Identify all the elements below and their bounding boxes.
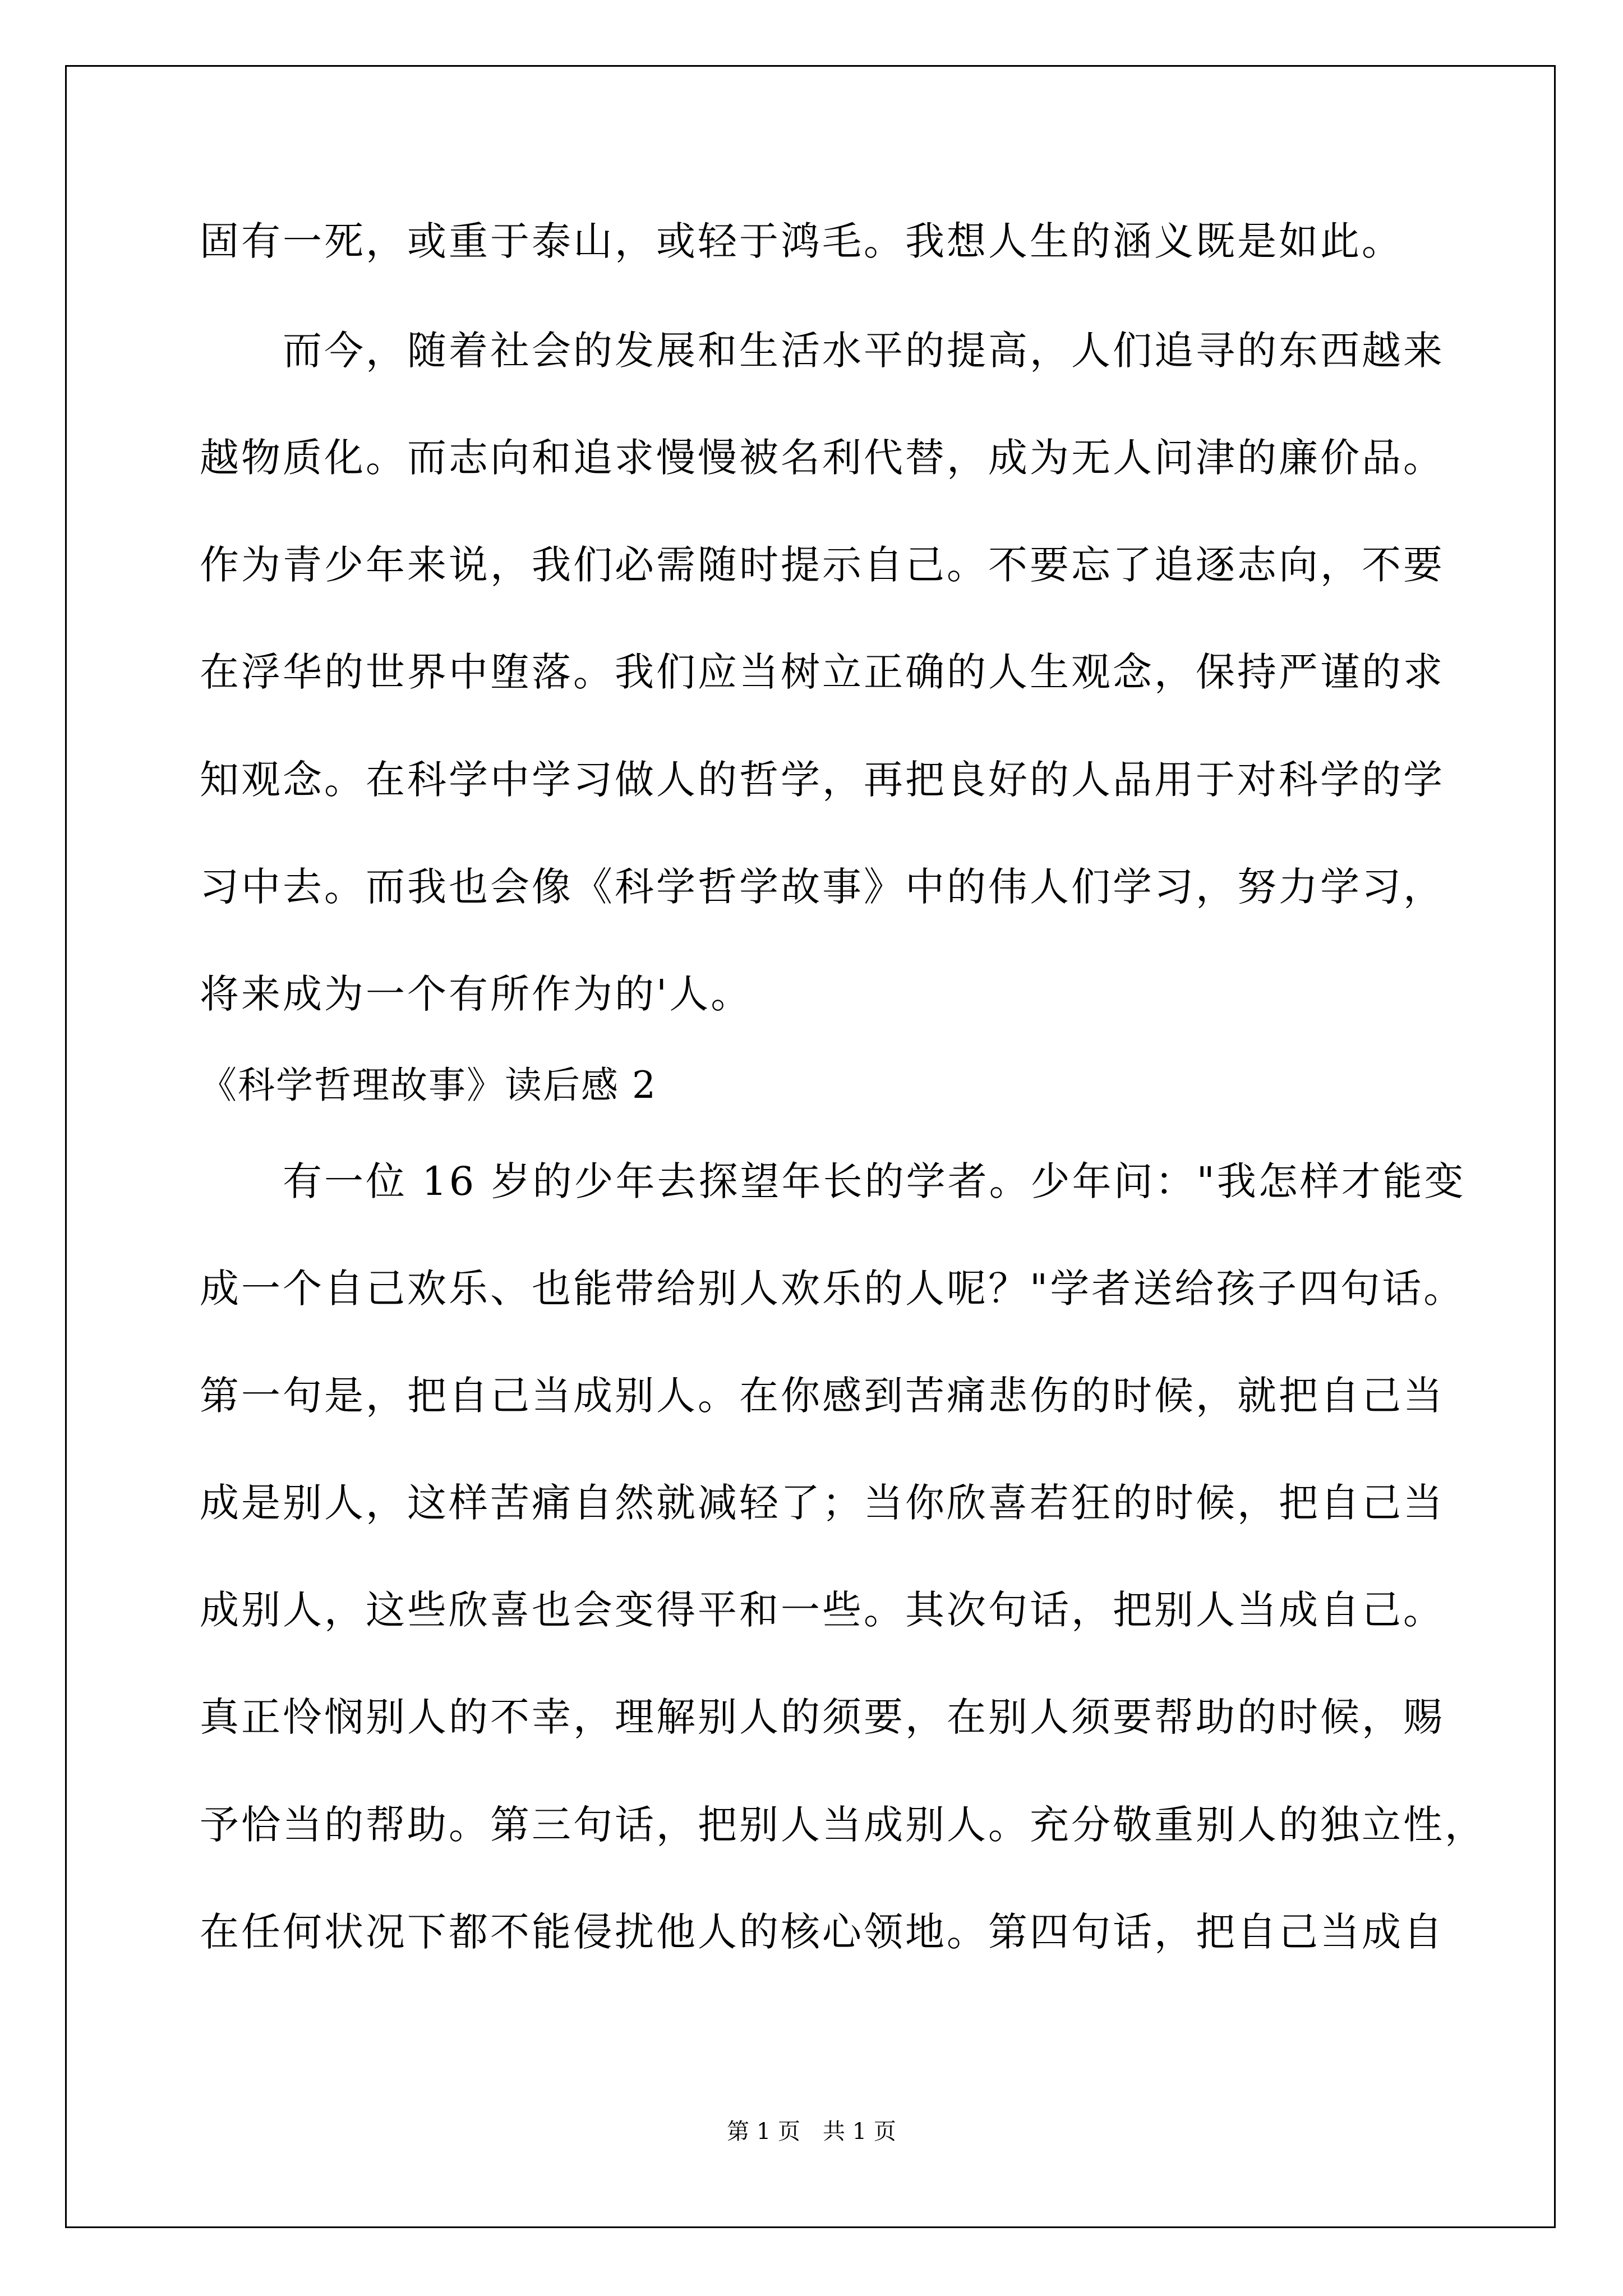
- text-line: 在浮华的世界中堕落。我们应当树立正确的人生观念，保持严谨的求: [200, 649, 1445, 695]
- text-line: 越物质化。而志向和追求慢慢被名利代替，成为无人问津的廉价品。: [200, 435, 1445, 481]
- page-number: 第 1 页: [727, 2119, 800, 2145]
- text-line: 固有一死，或重于泰山，或轻于鸿毛。我想人生的涵义既是如此。: [200, 218, 1403, 264]
- text-line: 知观念。在科学中学习做人的哲学，再把良好的人品用于对科学的学: [200, 757, 1445, 803]
- text-line: 将来成为一个有所作为的'人。: [200, 971, 753, 1017]
- text-line: 成一个自己欢乐、也能带给别人欢乐的人呢？"学者送给孩子四句话。: [200, 1266, 1465, 1312]
- text-line: 作为青少年来说，我们必需随时提示自己。不要忘了追逐志向，不要: [200, 542, 1445, 588]
- text-line: 而今，随着社会的发展和生活水平的提高，人们追寻的东西越来: [200, 328, 1445, 374]
- text-line: 在任何状况下都不能侵扰他人的核心领地。第四句话，把自己当成自: [200, 1909, 1445, 1955]
- text-line: 予恰当的帮助。第三句话，把别人当成别人。充分敬重别人的独立性，: [200, 1802, 1486, 1848]
- text-line: 真正怜悯别人的不幸，理解别人的须要，在别人须要帮助的时候，赐: [200, 1694, 1445, 1740]
- section-heading: 《科学哲理故事》读后感 2: [200, 1064, 657, 1107]
- text-line: 有一位 16 岁的少年去探望年长的学者。少年问："我怎样才能变: [200, 1158, 1466, 1204]
- text-line: 第一句是，把自己当成别人。在你感到苦痛悲伤的时候，就把自己当: [200, 1373, 1445, 1419]
- page-total: 共 1 页: [823, 2119, 896, 2145]
- page-footer: [0, 2115, 1623, 2148]
- text-line: 成别人，这些欣喜也会变得平和一些。其次句话，把别人当成自己。: [200, 1587, 1445, 1633]
- text-line: 习中去。而我也会像《科学哲学故事》中的伟人们学习，努力学习，: [200, 864, 1445, 910]
- text-line: 成是别人，这样苦痛自然就减轻了；当你欣喜若狂的时候，把自己当: [200, 1480, 1445, 1526]
